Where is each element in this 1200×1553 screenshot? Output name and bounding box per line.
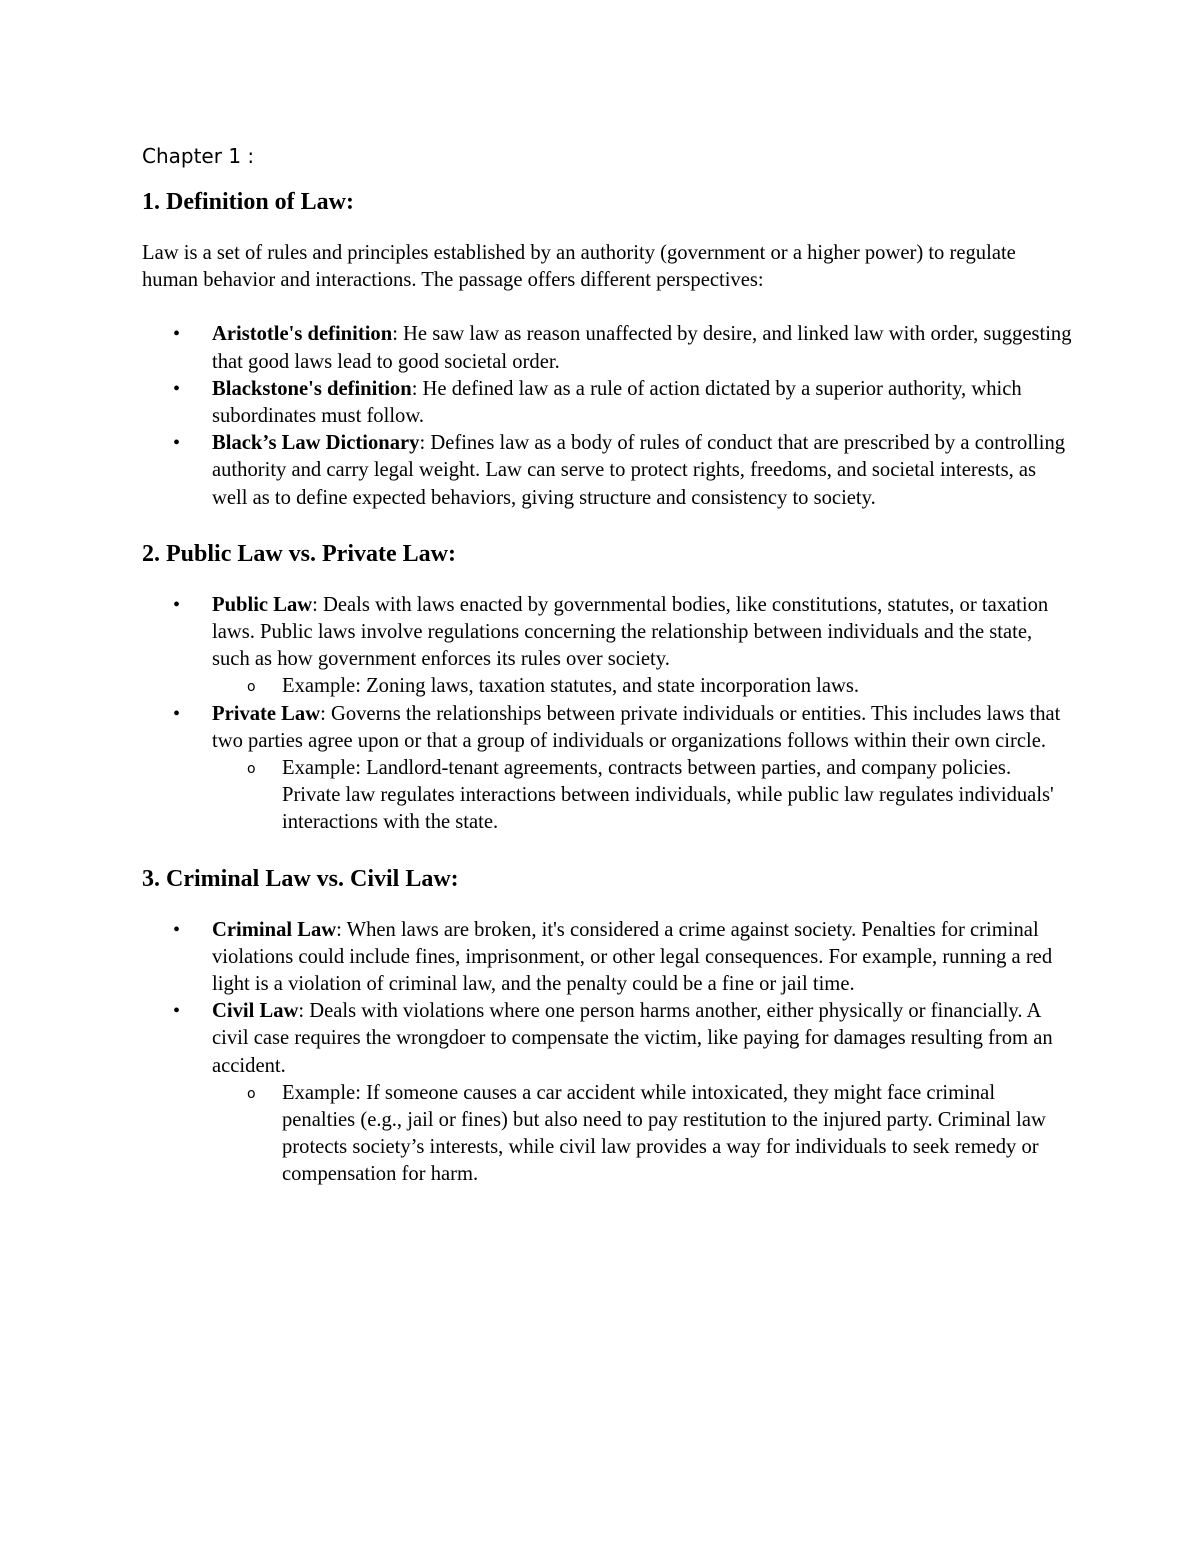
list-item bbox=[142, 430, 1072, 512]
example-text: Example: Zoning laws, taxation statutes, and state incorporation laws. bbox=[282, 675, 860, 698]
list-item bbox=[142, 998, 1072, 1188]
bullet-icon: • bbox=[173, 323, 181, 346]
bullet-icon: • bbox=[173, 432, 181, 455]
example-text: Example: If someone causes a car accident while intoxicated, they might face criminal penalties (e.g., jail or fines) but also need to pay restitution to the injured party. Criminal law protects society’s interests, while civil law provides a way for individuals to seek remedy or compensation for harm. bbox=[282, 1081, 1046, 1186]
item-term: Blackstone's definition bbox=[212, 377, 412, 400]
list-item bbox=[142, 592, 1072, 701]
list-item bbox=[142, 376, 1072, 430]
bullet-icon: • bbox=[173, 593, 181, 616]
item-term: Civil Law bbox=[212, 1000, 299, 1023]
item-term: Criminal Law bbox=[212, 918, 337, 941]
item-text: : Defines law as a body of rules of conduct that are prescribed by a controlling authority and carry legal weight. Law can serve to protect rights, freedoms, and societal interests, as well as to define expected behaviors, giving structure and consistency to society. bbox=[212, 432, 1066, 509]
item-text: : He saw law as reason unaffected by desire, and linked law with order, suggesting that good laws lead to good societal order. bbox=[212, 323, 1072, 373]
bullet-icon: • bbox=[173, 1000, 181, 1023]
chapter-title: Chapter 1 : bbox=[142, 144, 255, 168]
section-heading: 1. Definition of Law: bbox=[142, 189, 354, 215]
sub-list bbox=[212, 1080, 1072, 1189]
section-definition-of-law bbox=[142, 188, 1072, 512]
section-criminal-vs-civil-law bbox=[142, 865, 1072, 1189]
item-term: Black’s Law Dictionary bbox=[212, 432, 420, 455]
circle-bullet-icon: o bbox=[247, 1085, 256, 1102]
bullet-icon: • bbox=[173, 702, 181, 725]
item-text: : When laws are broken, it's considered a crime against society. Penalties for criminal violations could include fines, imprisonment, or other legal consequences. For example, running a red light is a violation of criminal law, and the penalty could be a fine or jail time. bbox=[212, 918, 1053, 996]
section-heading: 2. Public Law vs. Private Law: bbox=[142, 540, 456, 567]
section-public-vs-private-law bbox=[142, 540, 1072, 837]
law-type-list bbox=[142, 917, 1072, 1189]
item-text: : Governs the relationships between private individuals or entities. This includes laws that two parties agree upon or that a group of individuals or organizations follows within their own circle. bbox=[212, 702, 1061, 752]
sub-list-item bbox=[212, 1080, 1072, 1189]
list-item bbox=[142, 701, 1072, 837]
sub-list bbox=[212, 755, 1072, 837]
list-item bbox=[142, 917, 1072, 999]
list-item bbox=[142, 321, 1072, 375]
item-term: Public Law bbox=[212, 593, 313, 616]
item-term: Private Law bbox=[212, 702, 321, 725]
bullet-icon: • bbox=[173, 377, 181, 400]
definition-list bbox=[142, 321, 1072, 511]
circle-bullet-icon: o bbox=[247, 679, 256, 696]
example-text: Example: Landlord-tenant agreements, contracts between parties, and company policies. Private law regulates interactions between individuals, while public law regulates individuals' interactions with the state. bbox=[282, 757, 1054, 834]
document-page bbox=[142, 138, 1072, 1217]
sub-list-item bbox=[212, 673, 1072, 700]
bullet-icon: • bbox=[173, 918, 181, 941]
section-heading: 3. Criminal Law vs. Civil Law: bbox=[142, 865, 459, 892]
item-text: : He defined law as a rule of action dictated by a superior authority, which subordinates must follow. bbox=[212, 377, 1022, 428]
sub-list bbox=[212, 673, 1072, 700]
law-type-list bbox=[142, 592, 1072, 837]
item-text: : Deals with violations where one person harms another, either physically or financially. A civil case requires the wrongdoer to compensate the victim, like paying for damages resulting from an accident. bbox=[212, 1000, 1053, 1077]
sub-list-item bbox=[212, 755, 1072, 837]
section-intro: Law is a set of rules and principles established by an authority (government or a higher power) to regulate human behavior and interactions. The passage offers different perspectives: bbox=[142, 242, 1016, 292]
item-text: : Deals with laws enacted by governmental bodies, like constitutions, statutes, or taxation laws. Public laws involve regulations concerning the relationship between individuals and the state, such as how government enforces its rules over society. bbox=[212, 593, 1049, 671]
item-term: Aristotle's definition bbox=[212, 323, 393, 346]
circle-bullet-icon: o bbox=[247, 761, 256, 778]
